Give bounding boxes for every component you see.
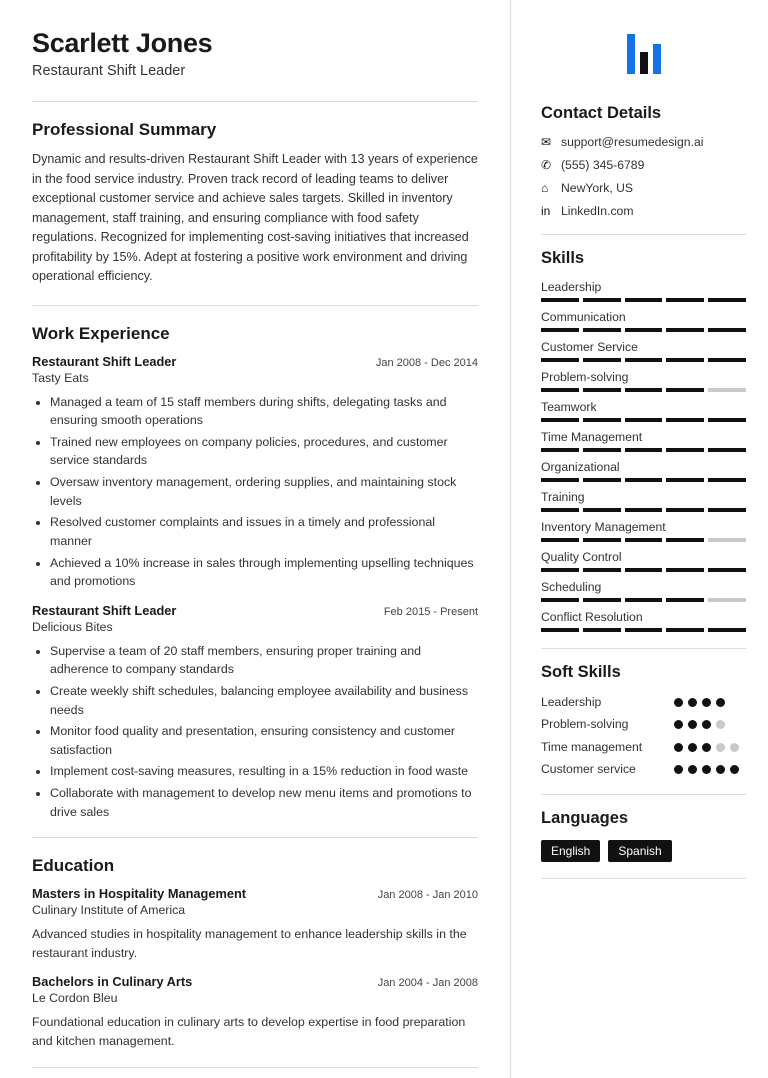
- experience-bullets: [32, 642, 478, 821]
- skill-level-bar: [541, 628, 746, 632]
- skill-segment: [541, 388, 579, 392]
- skill-segment: [625, 418, 663, 422]
- education-entry-header: [32, 886, 478, 901]
- skill-segment: [583, 448, 621, 452]
- skill-segment: [541, 298, 579, 302]
- divider: [541, 234, 746, 235]
- skill-segment: [666, 418, 704, 422]
- skill-segment: [708, 298, 746, 302]
- skill-segment: [708, 508, 746, 512]
- list-item: • Oversaw inventory management, ordering supplies, and maintaining stock levels: [50, 473, 478, 510]
- skill-segment: [583, 478, 621, 482]
- experience-dates: Jan 2008 - Dec 2014: [375, 356, 478, 369]
- summary-text: Dynamic and results-driven Restaurant Shift Leader with 13 years of experience in the food service industry. Proven track record of leading teams to deliver exceptional customer service and achieve sales targets. Skilled in inventory management, staff training, and ensuring compliance with food safety regulations. Recognized for implementing cost-saving initiatives that increased profitability by 15%. Adept at fostering a positive work environment and driving operational efficiency.: [32, 152, 478, 284]
- skill-item: [541, 610, 746, 632]
- skill-segment: [708, 598, 746, 602]
- skill-segment: [708, 418, 746, 422]
- education-school: Culinary Institute of America: [32, 903, 186, 918]
- list-item: • Create weekly shift schedules, balancing employee availability and business needs: [50, 682, 478, 719]
- rating-dot: [702, 765, 711, 774]
- skill-label: Quality Control: [541, 550, 622, 564]
- experience-company: Tasty Eats: [32, 370, 89, 385]
- education-dates: Jan 2004 - Jan 2008: [377, 977, 478, 990]
- skill-segment: [666, 478, 704, 482]
- experience-entry: [32, 354, 478, 591]
- experience-entry: [32, 603, 478, 821]
- soft-skill-label: Problem-solving: [541, 717, 629, 732]
- soft-skill-item: [541, 694, 746, 710]
- skill-segment: [625, 448, 663, 452]
- education-entry: [32, 974, 478, 1050]
- experience-dates: Feb 2015 - Present: [383, 605, 478, 618]
- logo-bar-right-icon: [653, 44, 661, 74]
- work-experience-section: [32, 324, 478, 822]
- divider: [32, 305, 478, 306]
- skill-segment: [625, 358, 663, 362]
- skill-segment: [666, 538, 704, 542]
- skill-level-bar: [541, 448, 746, 452]
- education-description: Foundational education in culinary arts to develop expertise in food preparation and kitchen management.: [32, 1015, 466, 1049]
- home-icon: ⌂: [541, 181, 549, 195]
- skills-list: [541, 280, 746, 632]
- skill-label: Time Management: [541, 430, 643, 444]
- rating-dot: [688, 698, 697, 707]
- skill-segment: [666, 388, 704, 392]
- skill-label: Leadership: [541, 280, 602, 294]
- soft-skill-dots: [674, 739, 746, 752]
- skill-segment: [666, 598, 704, 602]
- skill-segment: [541, 358, 579, 362]
- contact-email-value[interactable]: support@resumedesign.ai: [561, 135, 704, 149]
- logo-bar-left-icon: [627, 34, 635, 74]
- skill-level-bar: [541, 478, 746, 482]
- skill-segment: [708, 538, 746, 542]
- skill-item: [541, 460, 746, 482]
- languages-list: [541, 840, 746, 862]
- brand-logo: [541, 28, 746, 74]
- rating-dot: [674, 743, 683, 752]
- education-dates: Jan 2008 - Jan 2010: [377, 889, 478, 902]
- skill-level-bar: [541, 538, 746, 542]
- skill-segment: [583, 388, 621, 392]
- skill-segment: [541, 328, 579, 332]
- skill-segment: [708, 328, 746, 332]
- skill-level-bar: [541, 298, 746, 302]
- skill-segment: [541, 598, 579, 602]
- section-title-languages: Languages: [541, 808, 629, 827]
- skill-item: [541, 580, 746, 602]
- skill-segment: [625, 598, 663, 602]
- experience-bullets: [32, 393, 478, 591]
- soft-skills-list: [541, 694, 746, 778]
- skill-segment: [541, 508, 579, 512]
- education-description: Advanced studies in hospitality management to enhance leadership skills in the restaurant industry.: [32, 927, 467, 960]
- skill-item: [541, 370, 746, 392]
- divider: [541, 794, 746, 795]
- skill-item: [541, 340, 746, 362]
- contact-item-email: [541, 135, 746, 149]
- list-item: • Achieved a 10% increase in sales through implementing upselling techniques and promotions: [50, 554, 478, 591]
- skill-segment: [708, 628, 746, 632]
- rating-dot: [730, 743, 739, 752]
- skill-segment: [666, 448, 704, 452]
- skill-label: Training: [541, 490, 585, 504]
- skill-label: Organizational: [541, 460, 620, 474]
- rating-dot: [730, 765, 739, 774]
- rating-dot: [702, 698, 711, 707]
- skill-label: Problem-solving: [541, 370, 629, 384]
- section-title-skills: Skills: [541, 249, 585, 267]
- rating-dot: [688, 720, 697, 729]
- skill-segment: [666, 628, 704, 632]
- soft-skill-label: Leadership: [541, 695, 602, 709]
- skill-segment: [625, 568, 663, 572]
- language-chip: Spanish: [608, 840, 671, 862]
- skill-segment: [666, 328, 704, 332]
- rating-dot: [716, 765, 725, 774]
- skill-segment: [541, 538, 579, 542]
- list-item: • Supervise a team of 20 staff members, ensuring proper training and adherence to company standards: [50, 642, 478, 679]
- skill-segment: [541, 478, 579, 482]
- resume-header: [32, 28, 478, 79]
- contact-item-linkedin: [541, 204, 746, 218]
- skill-level-bar: [541, 388, 746, 392]
- skill-label: Conflict Resolution: [541, 610, 643, 624]
- skill-segment: [541, 418, 579, 422]
- contact-item-phone: [541, 158, 746, 172]
- contact-phone-value[interactable]: (555) 345-6789: [561, 158, 645, 172]
- skill-segment: [666, 298, 704, 302]
- education-school: Le Cordon Bleu: [32, 991, 118, 1006]
- contact-list: [541, 135, 746, 218]
- skill-segment: [583, 508, 621, 512]
- contact-linkedin-value[interactable]: LinkedIn.com: [561, 204, 634, 218]
- skill-item: [541, 550, 746, 572]
- rating-dot: [716, 743, 725, 752]
- skill-segment: [625, 328, 663, 332]
- skill-level-bar: [541, 598, 746, 602]
- education-degree: Masters in Hospitality Management: [32, 886, 247, 902]
- divider: [32, 101, 478, 102]
- rating-dot: [674, 720, 683, 729]
- list-item: • Resolved customer complaints and issues in a timely and professional manner: [50, 513, 478, 550]
- language-chip: English: [541, 840, 600, 862]
- skill-segment: [708, 478, 746, 482]
- skill-level-bar: [541, 508, 746, 512]
- linkedin-icon: in: [541, 204, 551, 218]
- skill-label: Customer Service: [541, 340, 638, 354]
- skill-segment: [625, 478, 663, 482]
- education-entry-header: [32, 974, 478, 989]
- soft-skill-dots: [674, 716, 746, 729]
- skill-segment: [708, 388, 746, 392]
- skill-label: Scheduling: [541, 580, 602, 594]
- section-title-summary: Professional Summary: [32, 120, 217, 140]
- skill-segment: [583, 298, 621, 302]
- skill-item: [541, 280, 746, 302]
- skill-segment: [583, 538, 621, 542]
- experience-role: Restaurant Shift Leader: [32, 602, 177, 618]
- soft-skill-item: [541, 716, 746, 732]
- skill-label: Communication: [541, 310, 626, 324]
- skill-segment: [583, 328, 621, 332]
- divider: [32, 1067, 478, 1068]
- rating-dot: [688, 743, 697, 752]
- candidate-name: Scarlett Jones: [32, 28, 213, 58]
- skill-segment: [583, 628, 621, 632]
- skill-segment: [541, 568, 579, 572]
- skill-item: [541, 310, 746, 332]
- experience-entry-header: [32, 603, 478, 618]
- skill-segment: [666, 568, 704, 572]
- skill-segment: [541, 448, 579, 452]
- skill-segment: [666, 358, 704, 362]
- divider: [541, 878, 746, 879]
- soft-skill-dots: [674, 694, 746, 707]
- skill-segment: [583, 358, 621, 362]
- skill-level-bar: [541, 418, 746, 422]
- skill-item: [541, 520, 746, 542]
- list-item: • Collaborate with management to develop new menu items and promotions to drive sales: [50, 784, 478, 821]
- experience-role: Restaurant Shift Leader: [32, 353, 177, 369]
- experience-company: Delicious Bites: [32, 619, 113, 634]
- section-title-contact: Contact Details: [541, 104, 662, 122]
- contact-item-location: [541, 181, 746, 195]
- skill-segment: [583, 568, 621, 572]
- rating-dot: [674, 765, 683, 774]
- phone-icon: ✆: [541, 158, 552, 172]
- list-item: • Monitor food quality and presentation, ensuring consistency and customer satisfaction: [50, 722, 478, 759]
- divider: [541, 648, 746, 649]
- soft-skill-label: Customer service: [541, 762, 636, 777]
- rating-dot: [716, 720, 725, 729]
- education-section: [32, 856, 478, 1050]
- education-degree: Bachelors in Culinary Arts: [32, 974, 193, 990]
- skill-segment: [625, 628, 663, 632]
- skill-segment: [541, 628, 579, 632]
- rating-dot: [702, 743, 711, 752]
- skill-segment: [708, 568, 746, 572]
- experience-entry-header: [32, 354, 478, 369]
- rating-dot: [688, 765, 697, 774]
- section-title-education: Education: [32, 856, 115, 876]
- rating-dot: [716, 698, 725, 707]
- skill-level-bar: [541, 358, 746, 362]
- skill-segment: [666, 508, 704, 512]
- soft-skill-dots: [674, 761, 746, 774]
- skill-label: Inventory Management: [541, 520, 666, 534]
- skill-label: Teamwork: [541, 400, 597, 414]
- list-item: • Managed a team of 15 staff members during shifts, delegating tasks and ensuring smooth operations: [50, 393, 478, 430]
- soft-skill-item: [541, 761, 746, 777]
- rating-dot: [674, 698, 683, 707]
- section-title-soft-skills: Soft Skills: [541, 663, 621, 681]
- list-item: • Trained new employees on company policies, procedures, and customer service standards: [50, 433, 478, 470]
- divider: [32, 837, 478, 838]
- professional-summary-section: [32, 120, 478, 287]
- soft-skill-label: Time management: [541, 739, 643, 754]
- skill-segment: [583, 418, 621, 422]
- soft-skill-item: [541, 739, 746, 755]
- email-icon: ✉: [541, 135, 552, 149]
- education-entry: [32, 886, 478, 962]
- skill-level-bar: [541, 568, 746, 572]
- list-item: • Implement cost-saving measures, resulting in a 15% reduction in food waste: [50, 762, 478, 781]
- resume-sidebar: [511, 0, 768, 1078]
- skill-item: [541, 400, 746, 422]
- skill-segment: [625, 388, 663, 392]
- skill-segment: [583, 598, 621, 602]
- skill-item: [541, 490, 746, 512]
- skill-segment: [625, 508, 663, 512]
- contact-location-value: NewYork, US: [561, 181, 634, 195]
- skill-segment: [625, 538, 663, 542]
- section-title-experience: Work Experience: [32, 323, 170, 343]
- skill-segment: [625, 298, 663, 302]
- logo-bar-middle-icon: [640, 52, 648, 74]
- candidate-job-title: Restaurant Shift Leader: [32, 63, 186, 80]
- skill-segment: [708, 448, 746, 452]
- rating-dot: [702, 720, 711, 729]
- skill-item: [541, 430, 746, 452]
- skill-level-bar: [541, 328, 746, 332]
- skill-segment: [708, 358, 746, 362]
